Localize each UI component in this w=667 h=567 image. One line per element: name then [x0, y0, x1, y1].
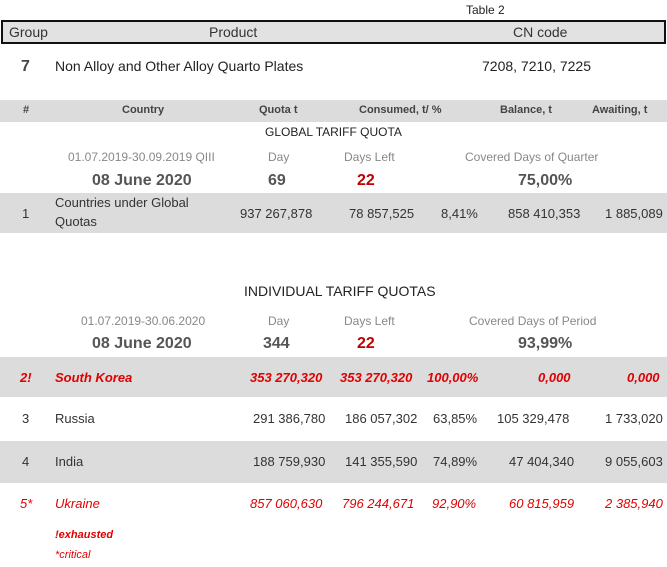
col-num: #	[23, 104, 30, 116]
individual-date: 08 June 2020	[92, 335, 192, 352]
row-awaiting: 0,000	[627, 370, 660, 385]
product-group: 7	[21, 58, 30, 75]
row-consumed: 78 857,525	[349, 206, 415, 221]
global-section-title: GLOBAL TARIFF QUOTA	[265, 125, 402, 139]
row-balance: 858 410,353	[508, 206, 581, 221]
row-awaiting: 9 055,603	[605, 454, 663, 469]
note-critical: *critical	[55, 549, 91, 561]
row-balance: 47 404,340	[509, 454, 575, 469]
table-row	[0, 357, 667, 397]
row-quota: 291 386,780	[253, 411, 326, 426]
col-quota: Quota t	[259, 104, 298, 116]
row-awaiting: 2 385,940	[605, 496, 663, 511]
global-days-left-label: Days Left	[344, 150, 395, 164]
product-header: Product	[209, 24, 258, 40]
row-country-line2: Quotas	[55, 214, 97, 229]
row-percent: 100,00%	[427, 370, 479, 385]
table-row	[0, 441, 667, 483]
product-cn-code: 7208, 7210, 7225	[482, 58, 591, 74]
row-awaiting: 1 733,020	[605, 411, 663, 426]
product-name: Non Alloy and Other Alloy Quarto Plates	[55, 58, 304, 74]
row-percent: 8,41%	[441, 206, 478, 221]
note-exhausted: !exhausted	[55, 529, 114, 541]
group-header: Group	[9, 24, 48, 40]
row-country: Ukraine	[55, 496, 100, 511]
row-consumed: 353 270,320	[340, 370, 413, 385]
row-num: 4	[22, 454, 30, 469]
row-percent: 92,90%	[432, 496, 477, 511]
global-days-left: 22	[357, 172, 375, 189]
row-awaiting: 1 885,089	[605, 206, 663, 221]
global-day: 69	[268, 172, 286, 189]
row-quota: 857 060,630	[250, 496, 323, 511]
column-header-bar	[0, 100, 667, 122]
row-percent: 74,89%	[433, 454, 478, 469]
global-period: 01.07.2019-30.09.2019 QIII	[68, 150, 215, 164]
row-num: 2!	[20, 370, 32, 385]
row-consumed: 186 057,302	[345, 411, 418, 426]
table-label: Table 2	[466, 3, 505, 17]
table-row	[0, 193, 667, 233]
row-country: Russia	[55, 411, 95, 426]
col-balance: Balance, t	[500, 104, 552, 116]
row-country-line1: Countries under Global	[55, 195, 189, 210]
row-quota: 188 759,930	[253, 454, 326, 469]
individual-days-left: 22	[357, 335, 375, 352]
row-num: 1	[22, 206, 30, 221]
table-row	[0, 486, 667, 522]
row-consumed: 796 244,671	[342, 496, 415, 511]
global-day-label: Day	[268, 150, 290, 164]
row-consumed: 141 355,590	[345, 454, 418, 469]
row-quota: 937 267,878	[240, 206, 313, 221]
global-covered: 75,00%	[518, 172, 573, 189]
row-num: 5*	[20, 496, 33, 511]
group-header-bar	[1, 20, 666, 44]
individual-covered: 93,99%	[518, 335, 573, 352]
col-country: Country	[122, 104, 165, 116]
col-awaiting: Awaiting, t	[592, 104, 648, 116]
row-num: 3	[22, 411, 30, 426]
individual-days-left-label: Days Left	[344, 314, 395, 328]
individual-day: 344	[263, 335, 290, 352]
col-consumed: Consumed, t/ %	[359, 104, 442, 116]
row-percent: 63,85%	[433, 411, 478, 426]
row-balance: 0,000	[538, 370, 571, 385]
row-balance: 105 329,478	[497, 411, 570, 426]
row-country: India	[55, 454, 84, 469]
global-date: 08 June 2020	[92, 172, 192, 189]
row-balance: 60 815,959	[509, 496, 575, 511]
individual-period: 01.07.2019-30.06.2020	[81, 314, 206, 328]
cn-code-header: CN code	[513, 24, 568, 40]
table-row	[0, 399, 667, 439]
row-quota: 353 270,320	[250, 370, 323, 385]
individual-section-title: INDIVIDUAL TARIFF QUOTAS	[244, 283, 436, 299]
global-covered-label: Covered Days of Quarter	[465, 150, 599, 164]
row-country: South Korea	[55, 370, 133, 385]
individual-day-label: Day	[268, 314, 290, 328]
individual-covered-label: Covered Days of Period	[469, 314, 597, 328]
